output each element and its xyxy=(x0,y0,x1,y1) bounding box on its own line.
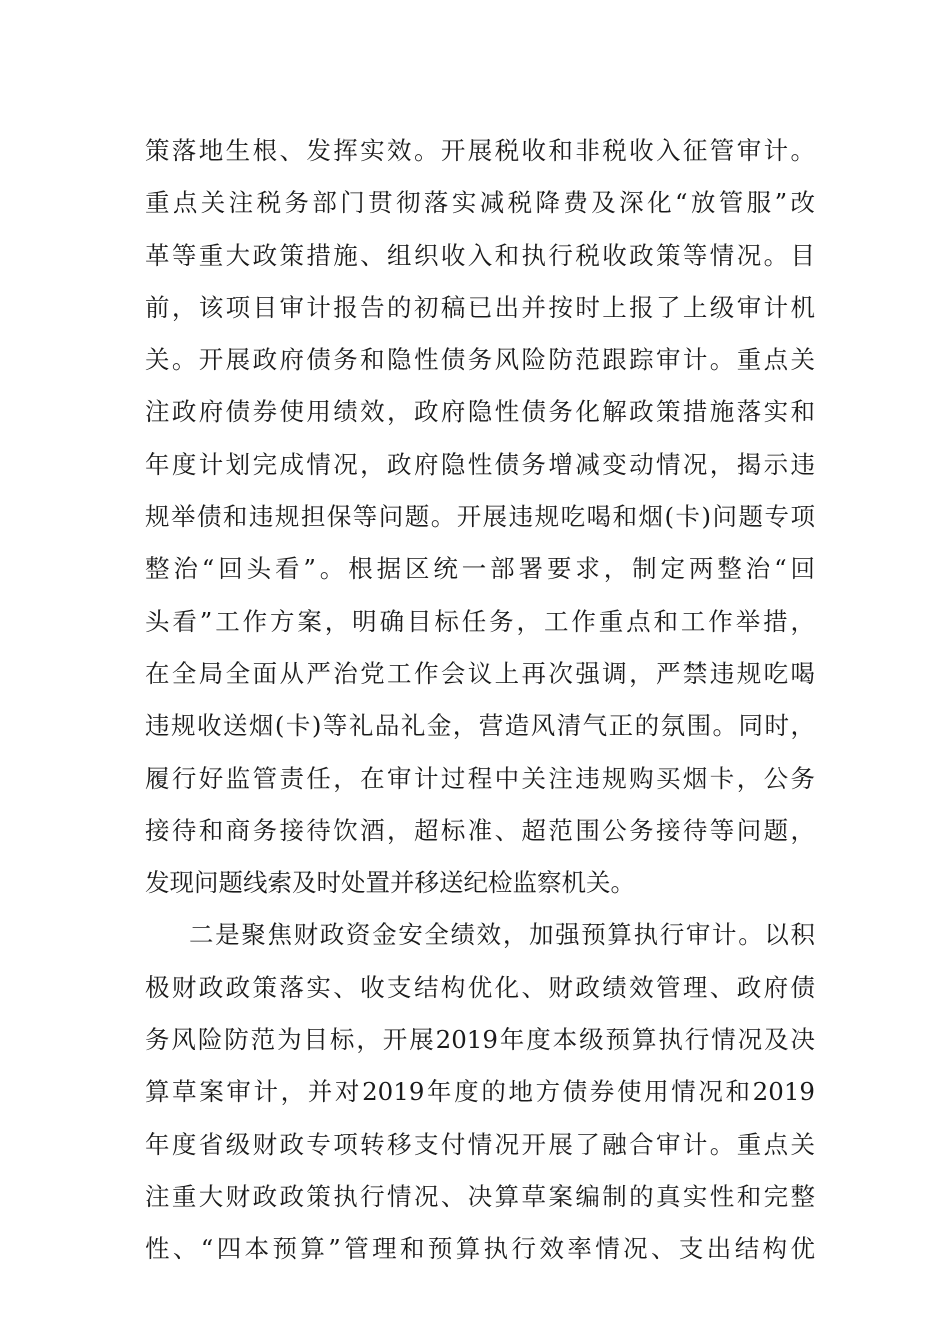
text-line: 整治“回头看”。根据区统一部署要求，制定两整治“回 xyxy=(145,554,815,584)
text-line: 极财政政策落实、收支结构优化、财政绩效管理、政府债 xyxy=(145,972,815,1002)
text-line: 规举债和违规担保等问题。开展违规吃喝和烟(卡)问题专项 xyxy=(145,502,815,532)
text-line: 重点关注税务部门贯彻落实减税降费及深化“放管服”改 xyxy=(145,188,815,218)
body-text xyxy=(145,125,815,1276)
text-line: 违规收送烟(卡)等礼品礼金，营造风清气正的氛围。同时， xyxy=(145,711,815,741)
text-line: 发现问题线索及时处置并移送纪检监察机关。 xyxy=(145,868,635,898)
text-line: 履行好监管责任，在审计过程中关注违规购买烟卡，公务 xyxy=(145,763,815,793)
text-line: 革等重大政策措施、组织收入和执行税收政策等情况。目 xyxy=(145,240,815,270)
text-line: 年度计划完成情况，政府隐性债务增减变动情况，揭示违 xyxy=(145,449,815,479)
text-line: 在全局全面从严治党工作会议上再次强调，严禁违规吃喝 xyxy=(145,658,815,688)
text-line: 前，该项目审计报告的初稿已出并按时上报了上级审计机 xyxy=(145,292,815,322)
text-line: 算草案审计，并对2019年度的地方债券使用情况和2019 xyxy=(145,1077,815,1107)
text-line: 接待和商务接待饮酒，超标准、超范围公务接待等问题， xyxy=(145,815,815,845)
paragraph-first-line: 二是聚焦财政资金安全绩效，加强预算执行审计。以积 xyxy=(189,920,815,950)
text-line: 策落地生根、发挥实效。开展税收和非税收入征管审计。 xyxy=(145,136,815,165)
text-line: 注重大财政政策执行情况、决算草案编制的真实性和完整 xyxy=(145,1181,815,1211)
text-line: 年度省级财政专项转移支付情况开展了融合审计。重点关 xyxy=(145,1129,815,1159)
text-line: 头看”工作方案，明确目标任务，工作重点和工作举措， xyxy=(145,606,815,636)
text-line: 关。开展政府债务和隐性债务风险防范跟踪审计。重点关 xyxy=(145,345,815,375)
text-line: 注政府债券使用绩效，政府隐性债务化解政策措施落实和 xyxy=(145,397,815,427)
text-line: 务风险防范为目标，开展2019年度本级预算执行情况及决 xyxy=(145,1025,815,1055)
text-line: 性、“四本预算”管理和预算执行效率情况、支出结构优 xyxy=(145,1234,815,1264)
